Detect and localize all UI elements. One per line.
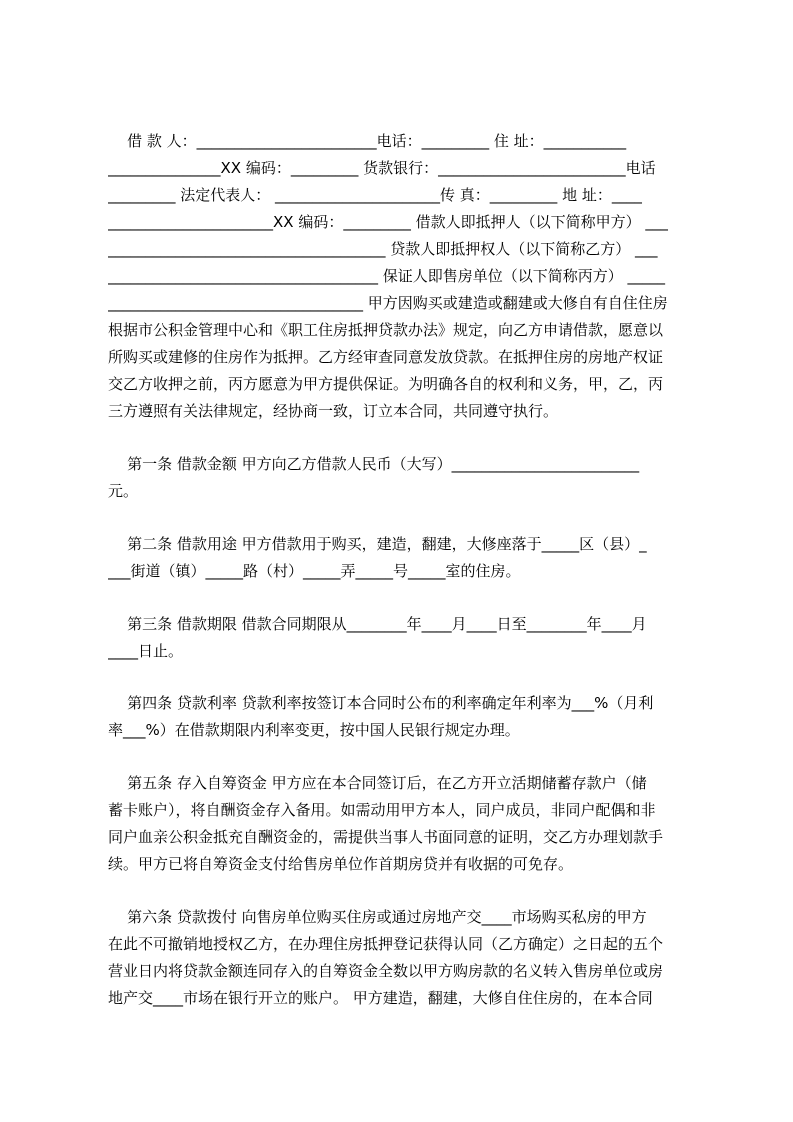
article-2-line: ___街道（镇）_____路（村）_____弄_____号_____室的住房。 — [108, 562, 521, 580]
header-line: _________ 法定代表人： ______________________传 真：_________ 地 址：____ — [108, 186, 642, 204]
article-3-line: ____日止。 — [108, 642, 184, 660]
article-4-line: 率___%）在借款期限内利率变更，按中国人民银行规定办理。 — [108, 721, 520, 739]
header-line: 交乙方收押之前，丙方愿意为甲方提供保证。为明确各自的权利和义务，甲，乙，丙 — [108, 375, 664, 393]
header-line: 根据市公积金管理中心和《职工住房抵押贷款办法》规定，向乙方申请借款，愿意以 — [108, 321, 664, 339]
article-6-line: 第六条 贷款拨付 向售房单位购买住房或通过房地产交____市场购买私房的甲方 — [108, 908, 647, 926]
header-line: ______________________XX 编码：_________ 借款人即抵押人（以下简称甲方） ___ — [108, 213, 668, 231]
article-2-line: 第二条 借款用途 甲方借款用于购买，建造，翻建，大修座落于_____区（县）_ — [108, 535, 647, 553]
header-line: _____________________________________ 贷款人即抵押权人（以下简称乙方） ___ — [108, 240, 658, 258]
article-5-line: 第五条 存入自筹资金 甲方应在本合同签订后，在乙方开立活期储蓄存款户（储 — [108, 774, 647, 792]
article-3-line: 第三条 借款期限 借款合同期限从________年____月____日至________年____月 — [108, 615, 647, 633]
article-5-line: 同户血亲公积金抵充自酬资金的，需提供当事人书面同意的证明，交乙方办理划款手 — [108, 828, 664, 846]
header-line: 三方遵照有关法律规定，经协商一致，订立本合同，共同遵守执行。 — [108, 402, 559, 420]
article-5-line: 蓄卡账户），将自酬资金存入备用。如需动用甲方本人，同户成员，非同户配偶和非 — [108, 801, 656, 819]
article-1-line: 第一条 借款金额 甲方向乙方借款人民币（大写）_________________________ — [108, 455, 640, 473]
article-5-line: 续。甲方已将自筹资金支付给售房单位作首期房贷并有收据的可免存。 — [108, 855, 574, 873]
article-6-line: 营业日内将贷款金额连同存入的自筹资金全数以甲方购房款的名义转入售房单位或房 — [108, 962, 664, 980]
header-line: __________________________________ 甲方因购买或建造或翻建或大修自有自住住房 — [108, 294, 668, 312]
article-6-line: 地产交____市场在银行开立的账户。 甲方建造，翻建，大修自住住房的，在本合同 — [108, 989, 653, 1007]
header-line: _______________XX 编码：_________ 货款银行：_________________________电话 — [108, 159, 656, 177]
article-1-line: 元。 — [108, 482, 139, 500]
article-6-line: 在此不可撤销地授权乙方，在办理住房抵押登记获得认同（乙方确定）之日起的五个 — [108, 935, 664, 953]
header-line: 借 款 人：________________________电话：_________ 住 址：___________ — [108, 132, 627, 150]
header-line: 所购买或建修的住房作为抵押。乙方经审查同意发放贷款。在抵押住房的房地产权证 — [108, 348, 664, 366]
header-line: ____________________________________ 保证人即售房单位（以下简称丙方） _____ — [108, 267, 666, 285]
article-4-line: 第四条 贷款利率 贷款利率按签订本合同时公布的利率确定年利率为___%（月利 — [108, 694, 654, 712]
